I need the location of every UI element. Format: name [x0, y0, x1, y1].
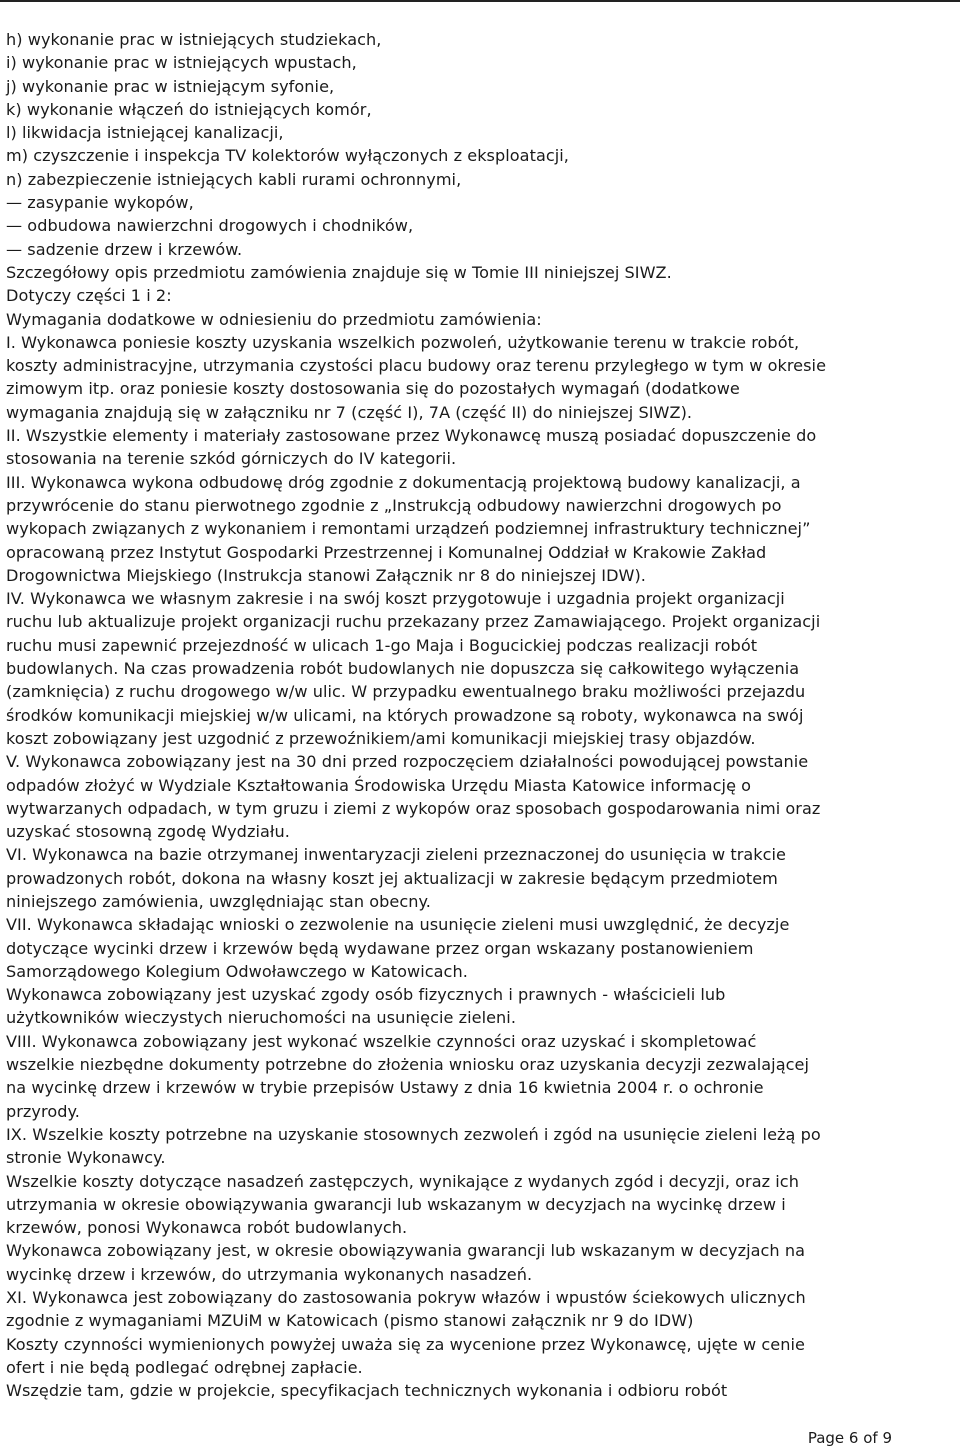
text-line: k) wykonanie włączeń do istniejących komór,: [6, 99, 372, 119]
text-line: odpadów złożyć w Wydziale Kształtowania Środowiska Urzędu Miasta Katowice informację o: [6, 775, 752, 795]
text-line: j) wykonanie prac w istniejącym syfonie,: [6, 76, 335, 96]
text-line: utrzymania w okresie obowiązywania gwarancji lub wskazanym w decyzjach na wycinkę drzew i: [6, 1194, 786, 1214]
text-line: (zamknięcia) z ruchu drogowego w/w ulic. W przypadku ewentualnego braku możliwości przejazdu: [6, 682, 806, 702]
document-body: [6, 28, 954, 1403]
text-line: stronie Wykonawcy.: [6, 1148, 166, 1168]
text-line: wymagania znajdują się w załączniku nr 7 (część I), 7A (część II) do niniejszej SIWZ).: [6, 402, 693, 422]
text-line: n) zabezpieczenie istniejących kabli rurami ochronnymi,: [6, 169, 462, 189]
page-number: Page 6 of 9: [807, 1429, 892, 1447]
text-line: środków komunikacji miejskiej w/w ulicami, na których prowadzone są roboty, wykonawca na swój: [6, 705, 804, 725]
text-line: — sadzenie drzew i krzewów.: [6, 239, 243, 259]
text-line: ruchu musi zapewnić przejezdność w ulicach 1-go Maja i Bogucickiej podczas realizacji robót: [6, 635, 758, 655]
text-line: ruchu lub aktualizuje projekt organizacji ruchu przekazany przez Zamawiającego. Projekt organizacji: [6, 612, 821, 632]
text-line: III. Wykonawca wykona odbudowę dróg zgodnie z dokumentacją projektową budowy kanalizacji, a: [6, 472, 801, 492]
text-line: Wszędzie tam, gdzie w projekcie, specyfikacjach technicznych wykonania i odbioru robót: [6, 1381, 728, 1401]
text-line: wykopach związanych z wykonaniem i remontami urządzeń podziemnej infrastruktury technicznej”: [6, 519, 811, 539]
text-line: Wykonawca zobowiązany jest uzyskać zgody osób fizycznych i prawnych - właścicieli lub: [6, 985, 726, 1005]
text-line: zgodnie z wymaganiami MZUiM w Katowicach (pismo stanowi załącznik nr 9 do IDW): [6, 1311, 694, 1331]
text-line: Szczegółowy opis przedmiotu zamówienia znajduje się w Tomie III niniejszej SIWZ.: [6, 262, 672, 282]
text-line: dotyczące wycinki drzew i krzewów będą wydawane przez organ wskazany postanowieniem: [6, 938, 754, 958]
text-line: Dotyczy części 1 i 2:: [6, 286, 172, 306]
text-line: prowadzonych robót, dokona na własny koszt jej aktualizacji w zakresie będącym przedmiotem: [6, 868, 778, 888]
text-line: Wykonawca zobowiązany jest, w okresie obowiązywania gwarancji lub wskazanym w decyzjach na: [6, 1241, 806, 1261]
text-line: — zasypanie wykopów,: [6, 193, 194, 213]
text-line: budowlanych. Na czas prowadzenia robót budowlanych nie dopuszcza się całkowitego wyłączenia: [6, 659, 800, 679]
text-line: IV. Wykonawca we własnym zakresie i na swój koszt przygotowuje i uzgadnia projekt organizacji: [6, 589, 785, 609]
text-line: Wszelkie koszty dotyczące nasadzeń zastępczych, wynikające z wydanych zgód i decyzji, oraz ich: [6, 1171, 799, 1191]
text-line: VIII. Wykonawca zobowiązany jest wykonać wszelkie czynności oraz uzyskać i skompletować: [6, 1031, 757, 1051]
text-line: Wymagania dodatkowe w odniesieniu do przedmiotu zamówienia:: [6, 309, 542, 329]
text-line: uzyskać stosowną zgodę Wydziału.: [6, 822, 290, 842]
text-line: wytwarzanych odpadach, w tym gruzu i ziemi z wykopów oraz sposobach gospodarowania nimi oraz: [6, 798, 821, 818]
text-line: użytkowników wieczystych nieruchomości na usunięcie zieleni.: [6, 1008, 516, 1028]
text-line: XI. Wykonawca jest zobowiązany do zastosowania pokryw włazów i wpustów ściekowych ulicznych: [6, 1288, 806, 1308]
top-rule: [0, 0, 960, 2]
text-line: koszt zobowiązany jest uzgodnić z przewoźnikiem/ami komunikacji miejskiej trasy objazdów.: [6, 728, 756, 748]
text-line: krzewów, ponosi Wykonawca robót budowlanych.: [6, 1218, 408, 1238]
text-line: l) likwidacja istniejącej kanalizacji,: [6, 123, 284, 143]
text-line: Koszty czynności wymienionych powyżej uważa się za wycenione przez Wykonawcę, ujęte w cenie: [6, 1334, 805, 1354]
text-line: IX. Wszelkie koszty potrzebne na uzyskanie stosownych zezwoleń i zgód na usunięcie zieleni leżą po: [6, 1124, 821, 1144]
text-line: VI. Wykonawca na bazie otrzymanej inwentaryzacji zieleni przeznaczonej do usunięcia w trakcie: [6, 845, 787, 865]
text-line: ofert i nie będą podlegać odrębnej zapłacie.: [6, 1357, 363, 1377]
text-line: przyrody.: [6, 1101, 80, 1121]
text-line: VII. Wykonawca składając wnioski o zezwolenie na usunięcie zieleni musi uwzględnić, że decyzje: [6, 915, 790, 935]
text-line: Drogownictwa Miejskiego (Instrukcja stanowi Załącznik nr 8 do niniejszej IDW).: [6, 565, 646, 585]
text-line: — odbudowa nawierzchni drogowych i chodników,: [6, 216, 414, 236]
text-line: II. Wszystkie elementy i materiały zastosowane przez Wykonawcę muszą posiadać dopuszczenie do: [6, 426, 817, 446]
text-line: I. Wykonawca poniesie koszty uzyskania wszelkich pozwoleń, użytkowanie terenu w trakcie robót,: [6, 332, 800, 352]
text-line: przywrócenie do stanu pierwotnego zgodnie z „Instrukcją odbudowy nawierzchni drogowych po: [6, 495, 782, 515]
text-line: m) czyszczenie i inspekcja TV kolektorów wyłączonych z eksploatacji,: [6, 146, 569, 166]
text-line: h) wykonanie prac w istniejących studziekach,: [6, 30, 382, 49]
text-line: i) wykonanie prac w istniejących wpustach,: [6, 53, 357, 73]
text-line: zimowym itp. oraz poniesie koszty dostosowania się do pozostałych wymagań (dodatkowe: [6, 379, 740, 399]
text-line: opracowaną przez Instytut Gospodarki Przestrzennej i Komunalnej Oddział w Krakowie Zakład: [6, 542, 767, 562]
text-line: wszelkie niezbędne dokumenty potrzebne do złożenia wniosku oraz uzyskania decyzji zezwalającej: [6, 1055, 809, 1075]
text-line: koszty administracyjne, utrzymania czystości placu budowy oraz terenu przyległego w tym w okresie: [6, 356, 827, 376]
text-line: na wycinkę drzew i krzewów w trybie przepisów Ustawy z dnia 16 kwietnia 2004 r. o ochronie: [6, 1078, 764, 1098]
text-line: stosowania na terenie szkód górniczych do IV kategorii.: [6, 449, 457, 469]
text-line: wycinkę drzew i krzewów, do utrzymania wykonanych nasadzeń.: [6, 1264, 533, 1284]
text-line: niniejszego zamówienia, uwzględniając stan obecny.: [6, 891, 431, 911]
text-line: V. Wykonawca zobowiązany jest na 30 dni przed rozpoczęciem działalności powodującej powstanie: [6, 752, 809, 772]
text-line: Samorządowego Kolegium Odwoławczego w Katowicach.: [6, 961, 468, 981]
